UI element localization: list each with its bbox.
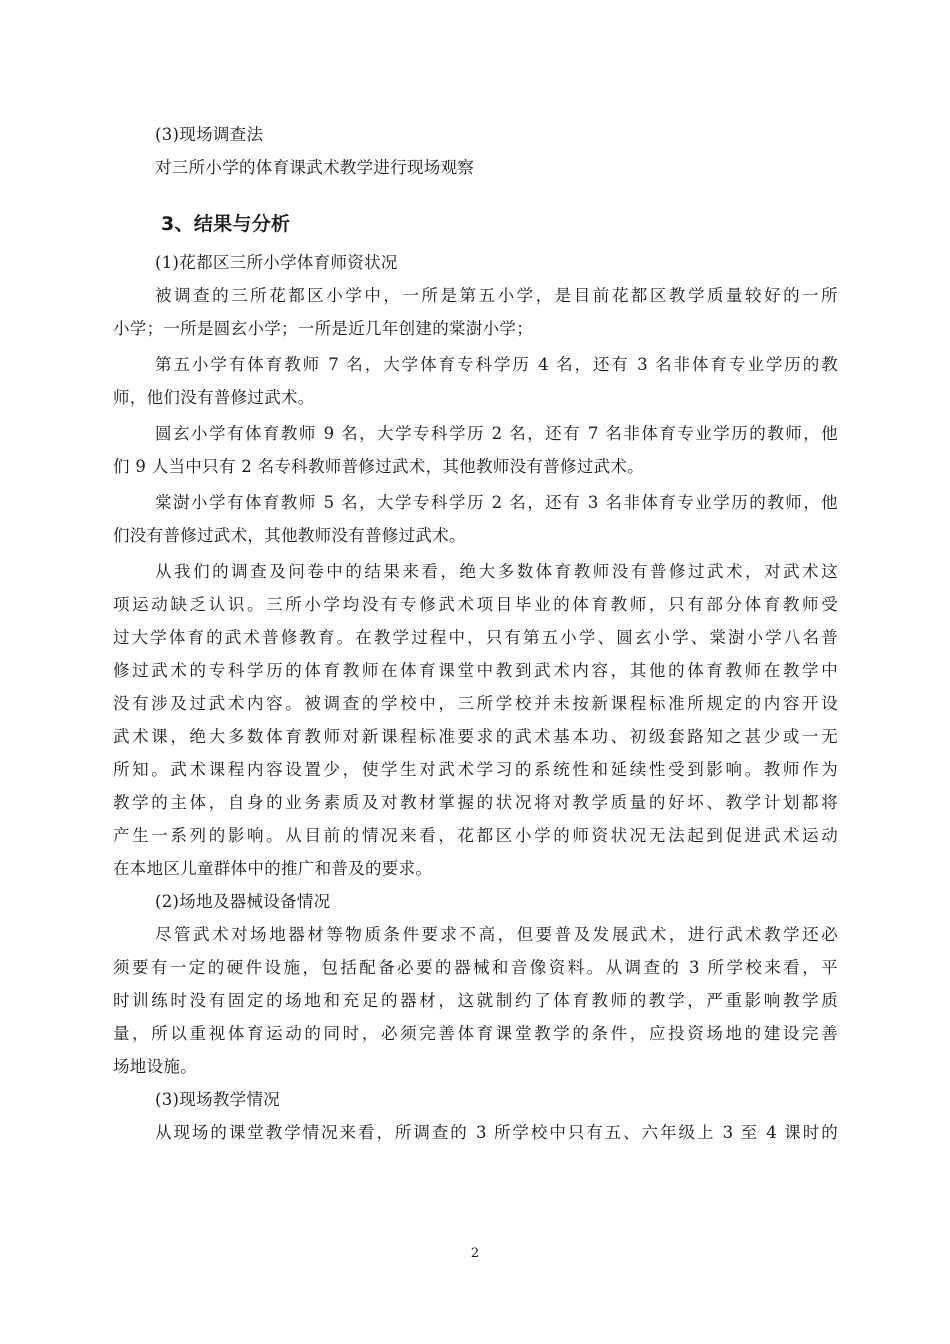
paragraph-line: 量，所以重视体育运动的同时，必须完善体育课堂教学的条件，应投资场地的建设完善 [113, 1024, 838, 1043]
paragraph-line: 在本地区儿童群体中的推广和普及的要求。 [113, 859, 433, 878]
paragraph-line: 师，他们没有普修过武术。 [113, 388, 315, 407]
subsection-title-teaching: (3)现场教学情况 [155, 1090, 281, 1109]
paragraph-line: 武术课，绝大多数体育教师对新课程标准要求的武术基本功、初级套路知之甚少或一无 [113, 727, 838, 746]
paragraph-line: 项运动缺乏认识。三所小学均没有专修武术项目毕业的体育教师，只有部分体育教师受 [113, 595, 838, 614]
paragraph-line: 场地设施。 [113, 1057, 197, 1076]
subsection-title-facilities: (2)场地及器械设备情况 [155, 892, 331, 911]
paragraph-line: 没有涉及过武术内容。被调查的学校中，三所学校并未按新课程标准所规定的内容开设 [113, 694, 838, 713]
page-body [113, 118, 838, 1149]
page-number: 2 [470, 1246, 480, 1261]
paragraph-line: 第五小学有体育教师 7 名，大学体育专科学历 4 名，还有 3 名非体育专业学历的教 [155, 355, 838, 374]
section-heading: 3、结果与分析 [161, 213, 291, 235]
paragraph-line: 所知。武术课程内容设置少，使学生对武术学习的系统性和延续性受到影响。教师作为 [113, 760, 838, 779]
paragraph-line: 教学的主体，自身的业务素质及对教材掌握的状况将对教学质量的好坏、教学计划都将 [113, 793, 838, 812]
paragraph-line: 修过武术的专科学历的体育教师在体育课堂中教到武术内容，其他的体育教师在教学中 [113, 661, 838, 680]
paragraph-line: 从我们的调查及问卷中的结果来看，绝大多数体育教师没有普修过武术，对武术这 [155, 562, 838, 581]
paragraph-line: 们 9 人当中只有 2 名专科教师普修过武术，其他教师没有普修过武术。 [113, 457, 644, 476]
paragraph-line: 时训练时没有固定的场地和充足的器材，这就制约了体育教师的教学，严重影响教学质 [113, 991, 838, 1010]
paragraph-line: 须要有一定的硬件设施，包括配备必要的器械和音像资料。从调查的 3 所学校来看，平 [113, 958, 838, 977]
paragraph-line: 圆玄小学有体育教师 9 名，大学专科学历 2 名，还有 7 名非体育专业学历的教师，他 [155, 424, 838, 443]
paragraph-line: 尽管武术对场地器材等物质条件要求不高，但要普及发展武术，进行武术教学还必 [155, 925, 838, 944]
paragraph-facilities [113, 918, 838, 1083]
paragraph-line: 从现场的课堂教学情况来看，所调查的 3 所学校中只有五、六年级上 3 至 4 课时的 [155, 1123, 838, 1142]
paragraph-teaching [113, 1116, 838, 1149]
paragraph-schools-overview [113, 279, 838, 345]
method-item-description: 对三所小学的体育课武术教学进行现场观察 [155, 158, 475, 177]
paragraph-school-five [113, 348, 838, 414]
subsection-title-staff: (1)花都区三所小学体育师资状况 [155, 253, 398, 272]
paragraph-line: 过大学体育的武术普修教育。在教学过程中，只有第五小学、圆玄小学、棠澍小学八名普 [113, 628, 838, 647]
paragraph-school-yuanxuan [113, 417, 838, 483]
paragraph-line: 被调查的三所花都区小学中，一所是第五小学，是目前花都区教学质量较好的一所 [155, 286, 838, 305]
paragraph-line: 棠澍小学有体育教师 5 名，大学专科学历 2 名，还有 3 名非体育专业学历的教师，他 [155, 493, 838, 512]
paragraph-line: 小学；一所是圆玄小学；一所是近几年创建的棠澍小学； [113, 319, 533, 338]
paragraph-school-tangshu [113, 486, 838, 552]
paragraph-line: 产生一系列的影响。从目前的情况来看，花都区小学的师资状况无法起到促进武术运动 [113, 826, 838, 845]
paragraph-survey-findings [113, 555, 838, 885]
paragraph-line: 们没有普修过武术，其他教师没有普修过武术。 [113, 526, 466, 545]
method-item-title: (3)现场调查法 [155, 125, 264, 144]
